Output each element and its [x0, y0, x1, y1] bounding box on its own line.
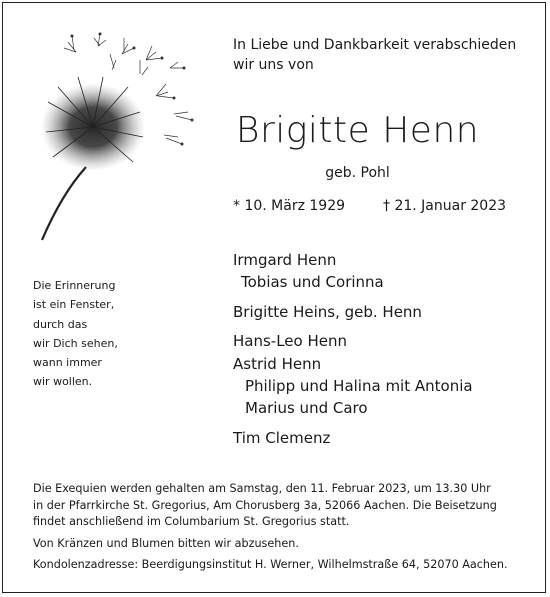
- intro-text: [233, 35, 516, 75]
- quote-line: wir Dich sehen,: [33, 336, 118, 350]
- intro-line-1: In Liebe und Dankbarkeit verabschieden: [233, 37, 517, 53]
- maiden-name: geb. Pohl: [325, 165, 390, 181]
- quote-line: wann immer: [33, 356, 102, 370]
- condolence-address: Kondolenzadresse: Beerdigungsinstitut H. Werner, Wilhelmstraße 64, 52070 Aachen.: [33, 558, 508, 571]
- death-date: † 21. Januar 2023: [383, 198, 507, 214]
- notice-line: Die Exequien werden gehalten am Samstag, den 11. Februar 2023, um 13.30 Uhr: [33, 482, 491, 495]
- notice-line: findet anschließend im Columbarium St. Gregorius statt.: [33, 515, 350, 528]
- notice-line: in der Pfarrkirche St. Gregorius, Am Chorusberg 3a, 52066 Aachen. Die Beisetzung: [33, 498, 497, 512]
- mourner-name: Hans-Leo Henn: [233, 332, 347, 351]
- mourner-name: Tim Clemenz: [233, 428, 331, 447]
- mourner-name: Tobias und Corinna: [241, 273, 384, 292]
- memorial-quote: [33, 276, 118, 392]
- quote-line: ist ein Fenster,: [33, 298, 115, 312]
- deceased-name: Brigitte Henn: [235, 110, 480, 151]
- funeral-notice: [33, 481, 533, 574]
- quote-line: wir wollen.: [33, 375, 93, 389]
- mourner-name: Irmgard Henn: [233, 251, 337, 269]
- intro-line-2: wir uns von: [233, 57, 314, 73]
- quote-line: Die Erinnerung: [33, 279, 116, 292]
- flowers-note: Von Kränzen und Blumen bitten wir abzusehen.: [33, 536, 299, 550]
- mourners-list: [233, 249, 473, 449]
- mourner-name: Brigitte Heins, geb. Henn: [233, 302, 422, 321]
- birth-date: * 10. März 1929: [233, 198, 346, 214]
- mourner-name: Marius und Caro: [245, 399, 368, 418]
- quote-line: durch das: [33, 317, 88, 331]
- mourner-name: Astrid Henn: [233, 354, 322, 373]
- mourner-name: Philipp und Halina mit Antonia: [245, 376, 473, 395]
